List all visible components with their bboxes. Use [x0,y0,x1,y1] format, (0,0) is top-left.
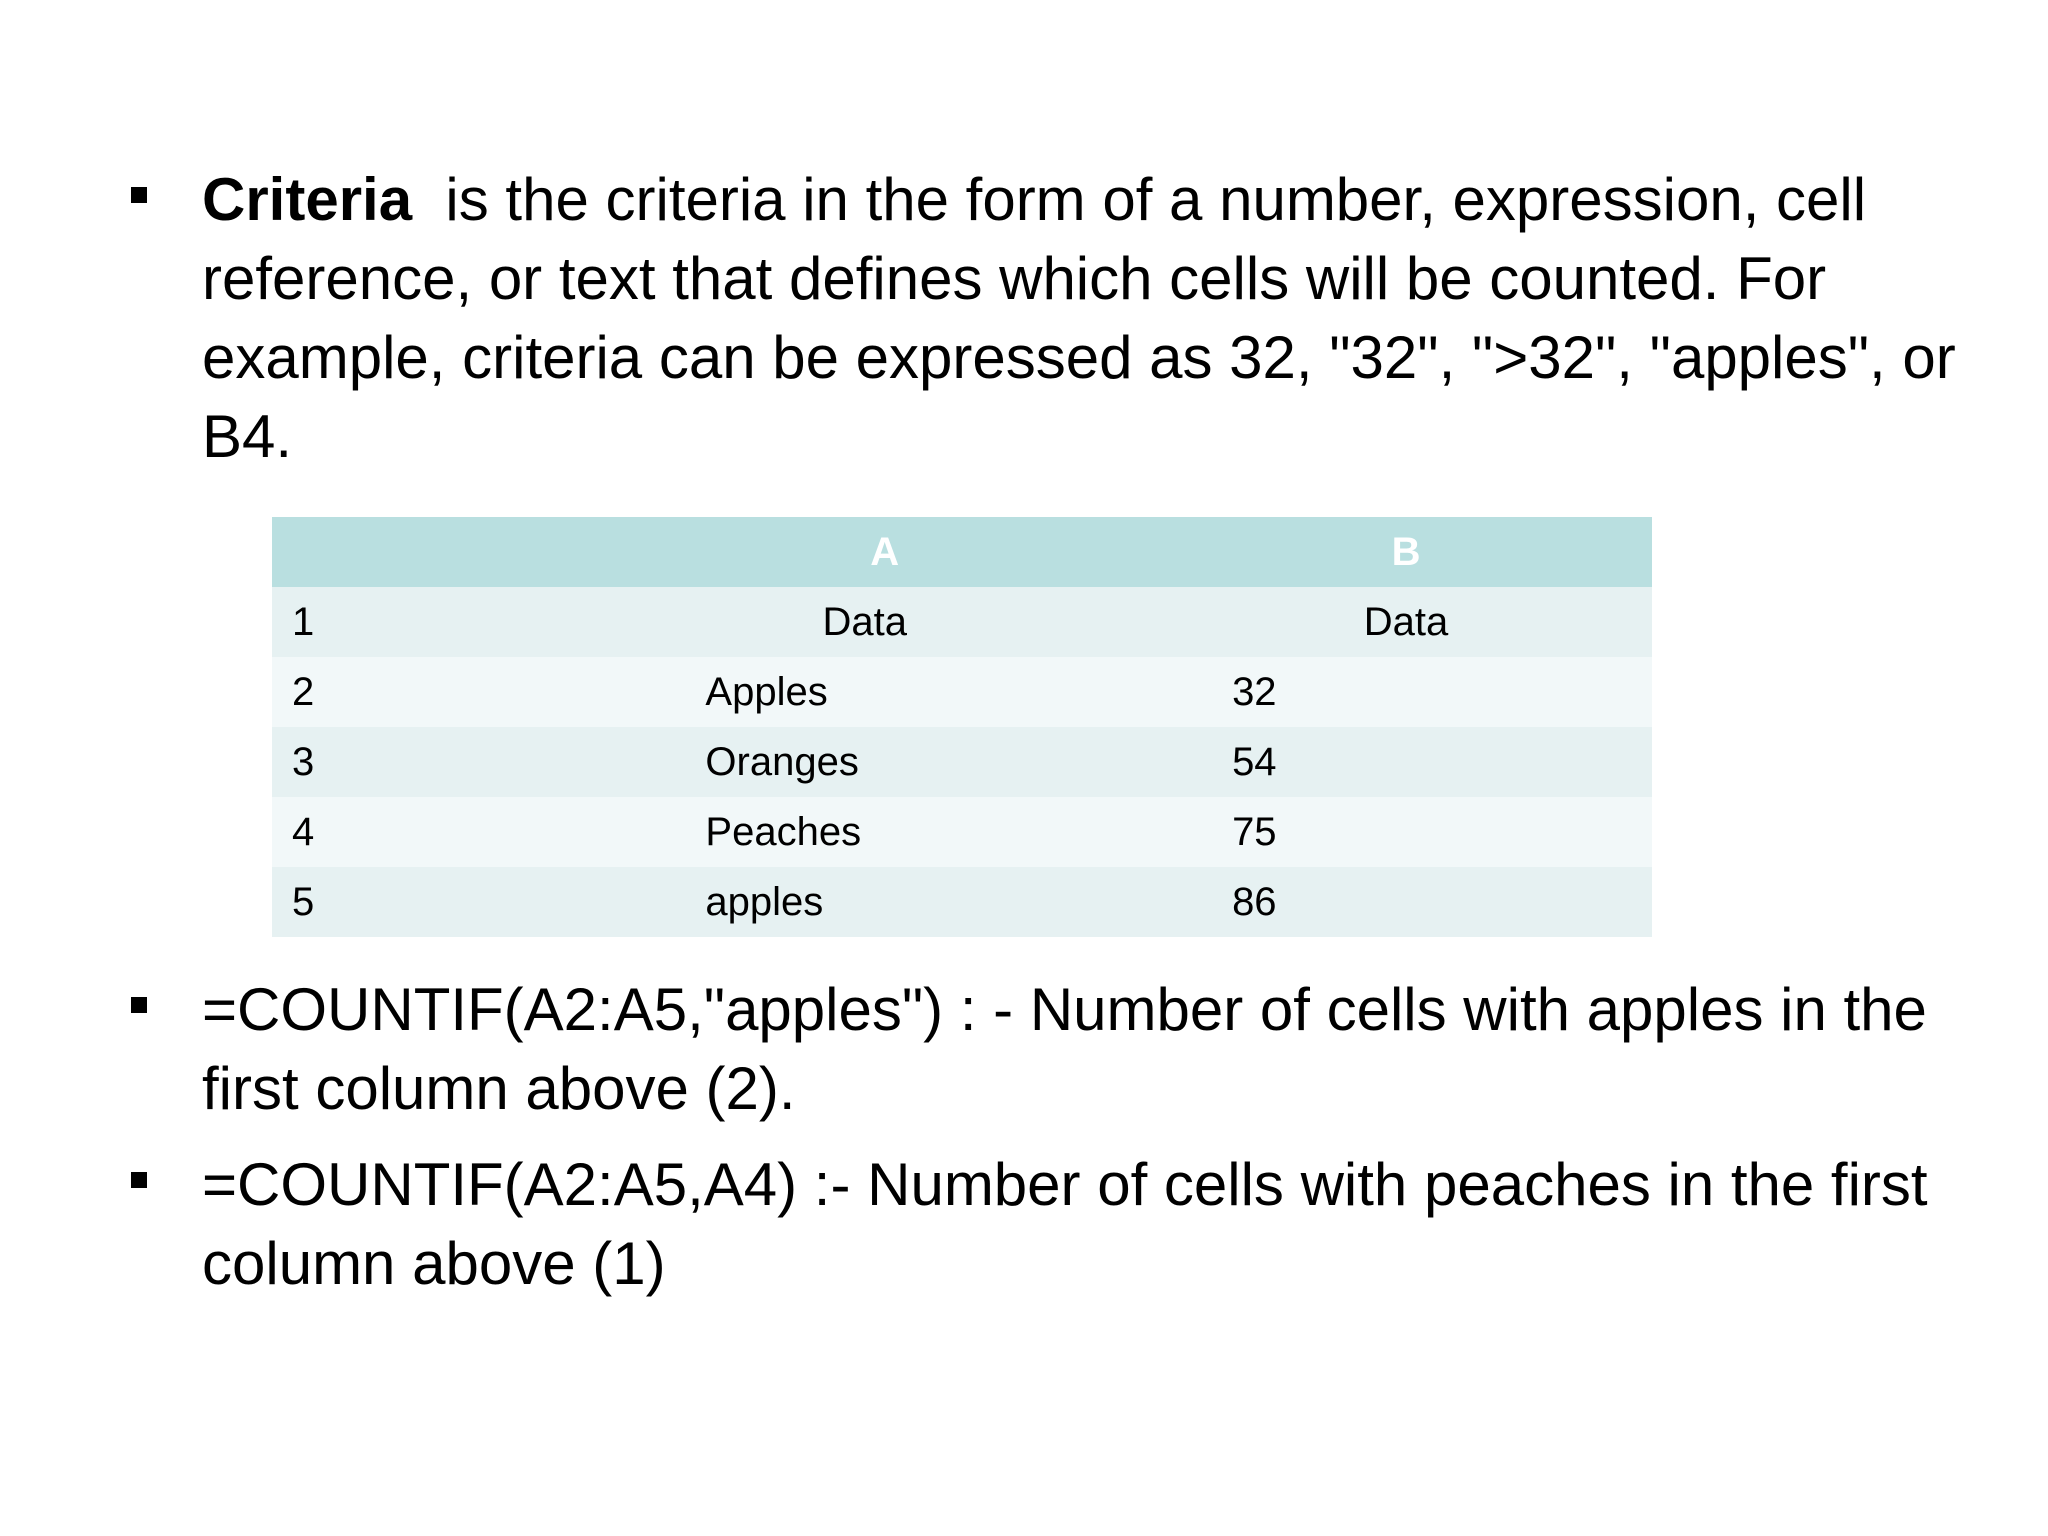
table-header-row [272,517,1652,587]
bullet-item-criteria [128,160,1988,476]
table-row [272,797,1652,867]
cell-b: 54 [1160,727,1652,797]
bullet-item-countif-apples [128,970,1988,1128]
cell-a: Peaches [569,797,1160,867]
bullet-bold-term: Criteria [202,166,413,233]
square-bullet-icon [131,1172,147,1188]
cell-a: Apples [569,657,1160,727]
table-row [272,587,1652,657]
row-number: 2 [272,657,569,727]
bullet-body: is the criteria in the form of a number, expression, cell reference, or text that defines which cells will be counted. For example, criteria can be expressed as 32, "32", ">32", "apples", or B4. [202,166,1973,470]
spreadsheet-table [272,517,1652,937]
table-row [272,727,1652,797]
column-header-a: A [569,517,1160,587]
bullet-list-top [128,160,1988,476]
cell-b: 75 [1160,797,1652,867]
square-bullet-icon [131,997,147,1013]
table-row [272,867,1652,937]
bullet-list-bottom [128,970,1988,1303]
cell-b: 32 [1160,657,1652,727]
row-number: 4 [272,797,569,867]
column-header-b: B [1160,517,1652,587]
bullet-text [202,166,1972,470]
row-number: 1 [272,587,569,657]
square-bullet-icon [131,187,147,203]
cell-a: apples [569,867,1160,937]
row-number: 5 [272,867,569,937]
cell-b: 86 [1160,867,1652,937]
bullet-text: =COUNTIF(A2:A5,"apples") : - Number of cells with apples in the first column above (2). [202,976,1927,1122]
column-header-corner [272,517,569,587]
row-number: 3 [272,727,569,797]
cell-b: Data [1160,587,1652,657]
bullet-item-countif-peaches [128,1145,1988,1303]
cell-a: Oranges [569,727,1160,797]
table-row [272,657,1652,727]
bullet-text: =COUNTIF(A2:A5,A4) :- Number of cells with peaches in the first column above (1) [202,1151,1928,1297]
cell-a: Data [569,587,1160,657]
